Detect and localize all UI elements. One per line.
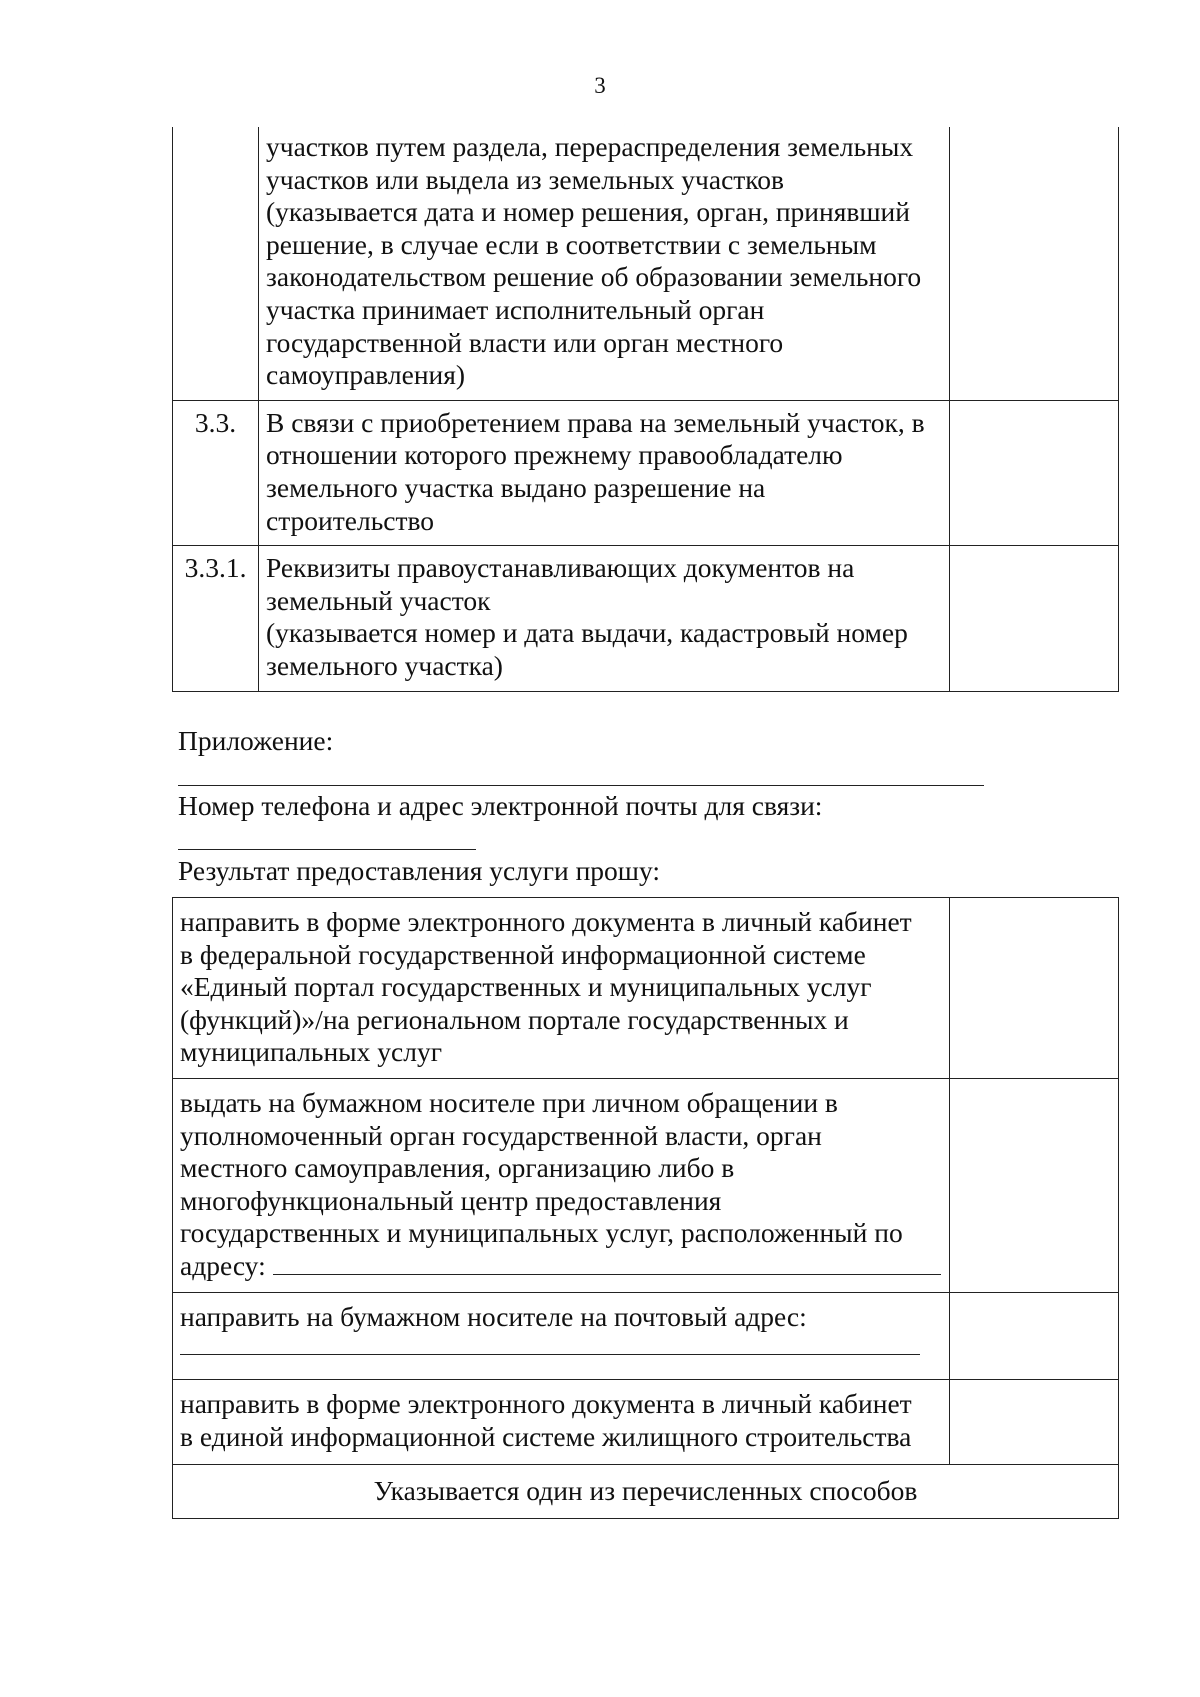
method-checkbox-cell[interactable] xyxy=(950,1293,1119,1380)
contact-label: Номер телефона и адрес электронной почты для связи: xyxy=(178,790,823,821)
text-line: направить в форме электронного документа в личный кабинет xyxy=(180,906,912,937)
text-line: земельного участка) xyxy=(266,649,503,681)
text-line: местного самоуправления, организацию либо в xyxy=(180,1152,735,1184)
text-line: отношении которого прежнему правообладателю xyxy=(266,439,843,471)
contact-fill-line[interactable] xyxy=(178,849,476,850)
item-description-cell xyxy=(259,127,950,400)
text-line: (указывается номер и дата выдачи, кадастровый номер xyxy=(266,617,908,649)
table-footer-note: Указывается один из перечисленных способов xyxy=(173,1465,1119,1519)
text-line: (функций)»/на региональном портале государственных и xyxy=(180,1003,849,1035)
application-details-table xyxy=(172,127,1119,692)
method-description-cell xyxy=(173,1079,950,1293)
text-line: участков или выдела из земельных участков xyxy=(266,163,785,195)
item-number-cell: 3.3.1. xyxy=(173,546,259,691)
text-line: самоуправления) xyxy=(266,359,466,391)
table-row xyxy=(173,1380,1119,1465)
attachment-fill-line[interactable] xyxy=(178,785,984,786)
table-row xyxy=(173,400,1119,545)
method-description-cell xyxy=(173,898,950,1079)
text-line: земельный участок xyxy=(266,584,491,616)
text-line xyxy=(180,1250,942,1283)
item-number-cell: 3.3. xyxy=(173,400,259,545)
text-line: государственной власти или орган местного xyxy=(266,326,784,358)
text-line: законодательством решение об образовании земельного xyxy=(266,261,922,293)
postal-address-fill-line[interactable] xyxy=(180,1354,920,1355)
text-line: в федеральной государственной информационной системе xyxy=(180,938,866,970)
result-method-table xyxy=(172,897,1119,1519)
text-line: многофункциональный центр предоставления xyxy=(180,1184,722,1216)
text-line: земельного участка выдано разрешение на xyxy=(266,471,766,503)
text-line: в единой информационной системе жилищного строительства xyxy=(180,1420,912,1452)
table-row xyxy=(173,1293,1119,1380)
text-line: направить в форме электронного документа в личный кабинет xyxy=(180,1388,912,1419)
table-row xyxy=(173,546,1119,691)
method-description-cell xyxy=(173,1293,950,1380)
attachment-label: Приложение: xyxy=(178,725,334,756)
text-line: участка принимает исполнительный орган xyxy=(266,293,765,325)
item-description-cell xyxy=(259,400,950,545)
method-checkbox-cell[interactable] xyxy=(950,1079,1119,1293)
item-value-cell[interactable] xyxy=(950,127,1119,400)
text-line: уполномоченный орган государственной власти, орган xyxy=(180,1119,822,1151)
table-row xyxy=(173,127,1119,400)
text-line: муниципальных услуг xyxy=(180,1036,442,1068)
text-line: выдать на бумажном носителе при личном обращении в xyxy=(180,1087,838,1118)
address-fill-line[interactable] xyxy=(273,1252,941,1275)
text-line: направить на бумажном носителе на почтовый адрес: xyxy=(180,1301,807,1332)
address-label: адресу: xyxy=(180,1249,266,1281)
method-checkbox-cell[interactable] xyxy=(950,1380,1119,1465)
table-row xyxy=(173,1079,1119,1293)
text-line: строительство xyxy=(266,504,435,536)
table-row xyxy=(173,898,1119,1079)
item-value-cell[interactable] xyxy=(950,546,1119,691)
text-line: (указывается дата и номер решения, орган, принявший xyxy=(266,196,910,228)
text-line: решение, в случае если в соответствии с земельным xyxy=(266,228,877,260)
result-label: Результат предоставления услуги прошу: xyxy=(178,855,660,886)
text-line: В связи с приобретением права на земельный участок, в xyxy=(266,406,925,438)
table-row xyxy=(173,1465,1119,1519)
page-number: 3 xyxy=(594,73,606,98)
method-description-cell xyxy=(173,1380,950,1465)
text-line: государственных и муниципальных услуг, расположенный по xyxy=(180,1217,903,1249)
item-number-cell xyxy=(173,127,259,400)
text-line: Реквизиты правоустанавливающих документов на xyxy=(266,552,855,584)
text-line: участков путем раздела, перераспределения земельных xyxy=(266,131,914,162)
item-description-cell xyxy=(259,546,950,691)
method-checkbox-cell[interactable] xyxy=(950,898,1119,1079)
text-line: «Единый портал государственных и муниципальных услуг xyxy=(180,971,872,1003)
item-value-cell[interactable] xyxy=(950,400,1119,545)
